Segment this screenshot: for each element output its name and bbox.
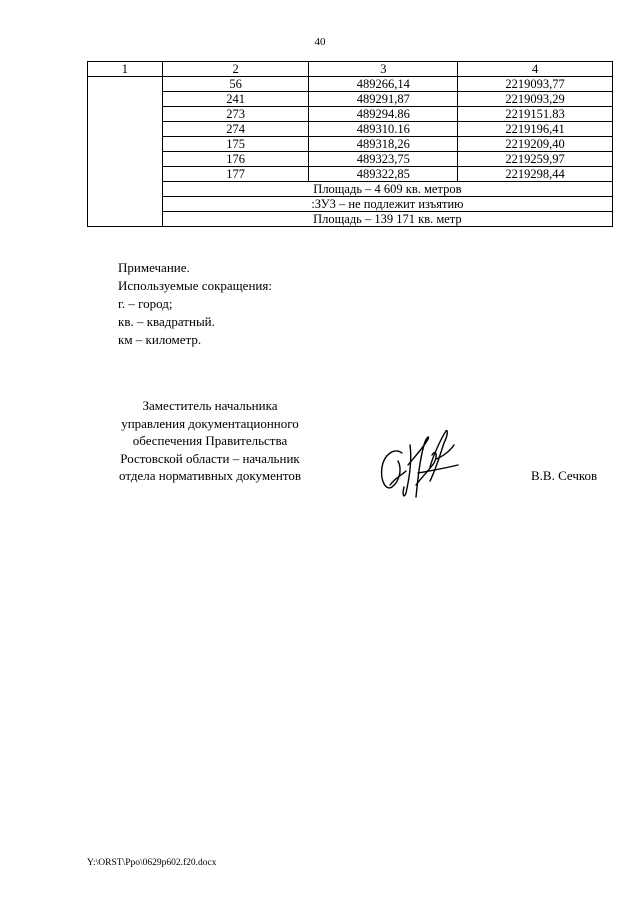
header-cell-3: 3 [309,62,458,77]
table-row [88,167,613,182]
position-line: отдела нормативных документов [119,468,301,483]
area-row-cell: Площадь – 4 609 кв. метров [162,182,612,197]
y-coordinate-cell: 2219196,41 [458,122,613,137]
table-row [88,77,613,92]
abbreviation-item: кв. – квадратный. [118,314,215,329]
point-number-cell: 177 [162,167,309,182]
x-coordinate-cell: 489266,14 [309,77,458,92]
y-coordinate-cell: 2219151.83 [458,107,613,122]
x-coordinate-cell: 489310.16 [309,122,458,137]
x-coordinate-cell: 489291,87 [309,92,458,107]
table-row [88,107,613,122]
table-row [88,122,613,137]
signatory-name: В.В. Сечков [531,468,598,483]
position-line: управления документационного [121,415,299,431]
table-row [88,197,613,212]
abbreviation-item: км – километр. [118,332,202,347]
y-coordinate-cell: 2219209,40 [458,137,613,152]
position-line: Заместитель начальника [142,398,278,413]
table-row [88,92,613,107]
total-area-row-cell: Площадь – 139 171 кв. метр [162,212,612,227]
x-coordinate-cell: 489322,85 [309,167,458,182]
table-row [88,137,613,152]
document-file-path: Y:\ORST\Ppo\0629p602.f20.docx [87,858,217,868]
y-coordinate-cell: 2219259,97 [458,152,613,167]
signatory-position [70,397,350,485]
table-header-row [88,62,613,77]
point-number-cell: 274 [162,122,309,137]
point-number-cell: 176 [162,152,309,167]
position-line: обеспечения Правительства [132,433,288,448]
point-number-cell: 273 [162,107,309,122]
header-cell-4: 4 [458,62,613,77]
header-cell-2: 2 [162,62,309,77]
handwritten-signature [372,425,468,503]
y-coordinate-cell: 2219093,29 [458,92,613,107]
note-intro: Используемые сокращения: [118,278,272,293]
y-coordinate-cell: 2219298,44 [458,167,613,182]
table-row [88,152,613,167]
x-coordinate-cell: 489318,26 [309,137,458,152]
zu3-row-cell: :ЗУ3 – не подлежит изъятию [162,197,612,212]
coordinates-table [87,61,613,227]
merged-first-column-cell [88,77,163,227]
abbreviation-item: г. – город; [118,296,173,311]
table-row [88,212,613,227]
table-row [88,182,613,197]
point-number-cell: 241 [162,92,309,107]
header-cell-1: 1 [88,62,163,77]
y-coordinate-cell: 2219093,77 [458,77,613,92]
point-number-cell: 56 [162,77,309,92]
position-line: Ростовской области – начальник [120,450,300,466]
page-number: 40 [314,36,326,48]
x-coordinate-cell: 489294.86 [309,107,458,122]
note-title: Примечание. [118,260,190,275]
note-section [118,259,272,349]
x-coordinate-cell: 489323,75 [309,152,458,167]
point-number-cell: 175 [162,137,309,152]
